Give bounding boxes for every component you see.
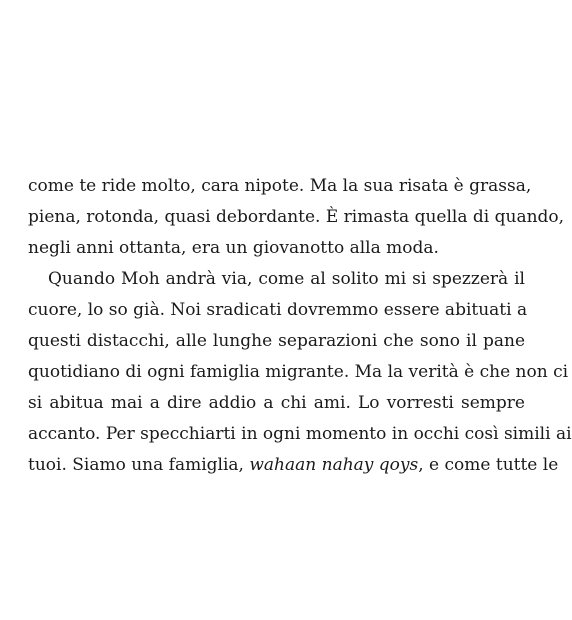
text-line: questi distacchi, alle lunghe separazioni che sono il pane [28,331,525,351]
text-line: come te ride molto, cara nipote. Ma la sua risata è grassa, [28,176,532,196]
text-line: negli anni ottanta, era un giovanotto alla moda. [28,238,439,258]
text-line: accanto. Per specchiarti in ogni momento in occhi così simili ai [28,424,572,444]
text-line-mixed [28,450,559,481]
text-line: cuore, lo so già. Noi sradicati dovremmo essere abituati a [28,300,528,320]
text-segment: tuoi. Siamo una famiglia, [28,455,250,475]
body-text [28,171,572,481]
italic-phrase: wahaan nahay qoys [249,455,419,475]
text-line: piena, rotonda, quasi debordante. È rimasta quella di quando, [28,207,565,227]
text-line: quotidiano di ogni famiglia migrante. Ma la verità è che non ci [28,362,569,382]
text-line: Quando Moh andrà via, come al solito mi si spezzerà il [48,269,525,289]
text-segment: , e come tutte le [418,455,559,475]
text-line: si abitua mai a dire addio a chi ami. Lo vorresti sempre [28,393,525,413]
